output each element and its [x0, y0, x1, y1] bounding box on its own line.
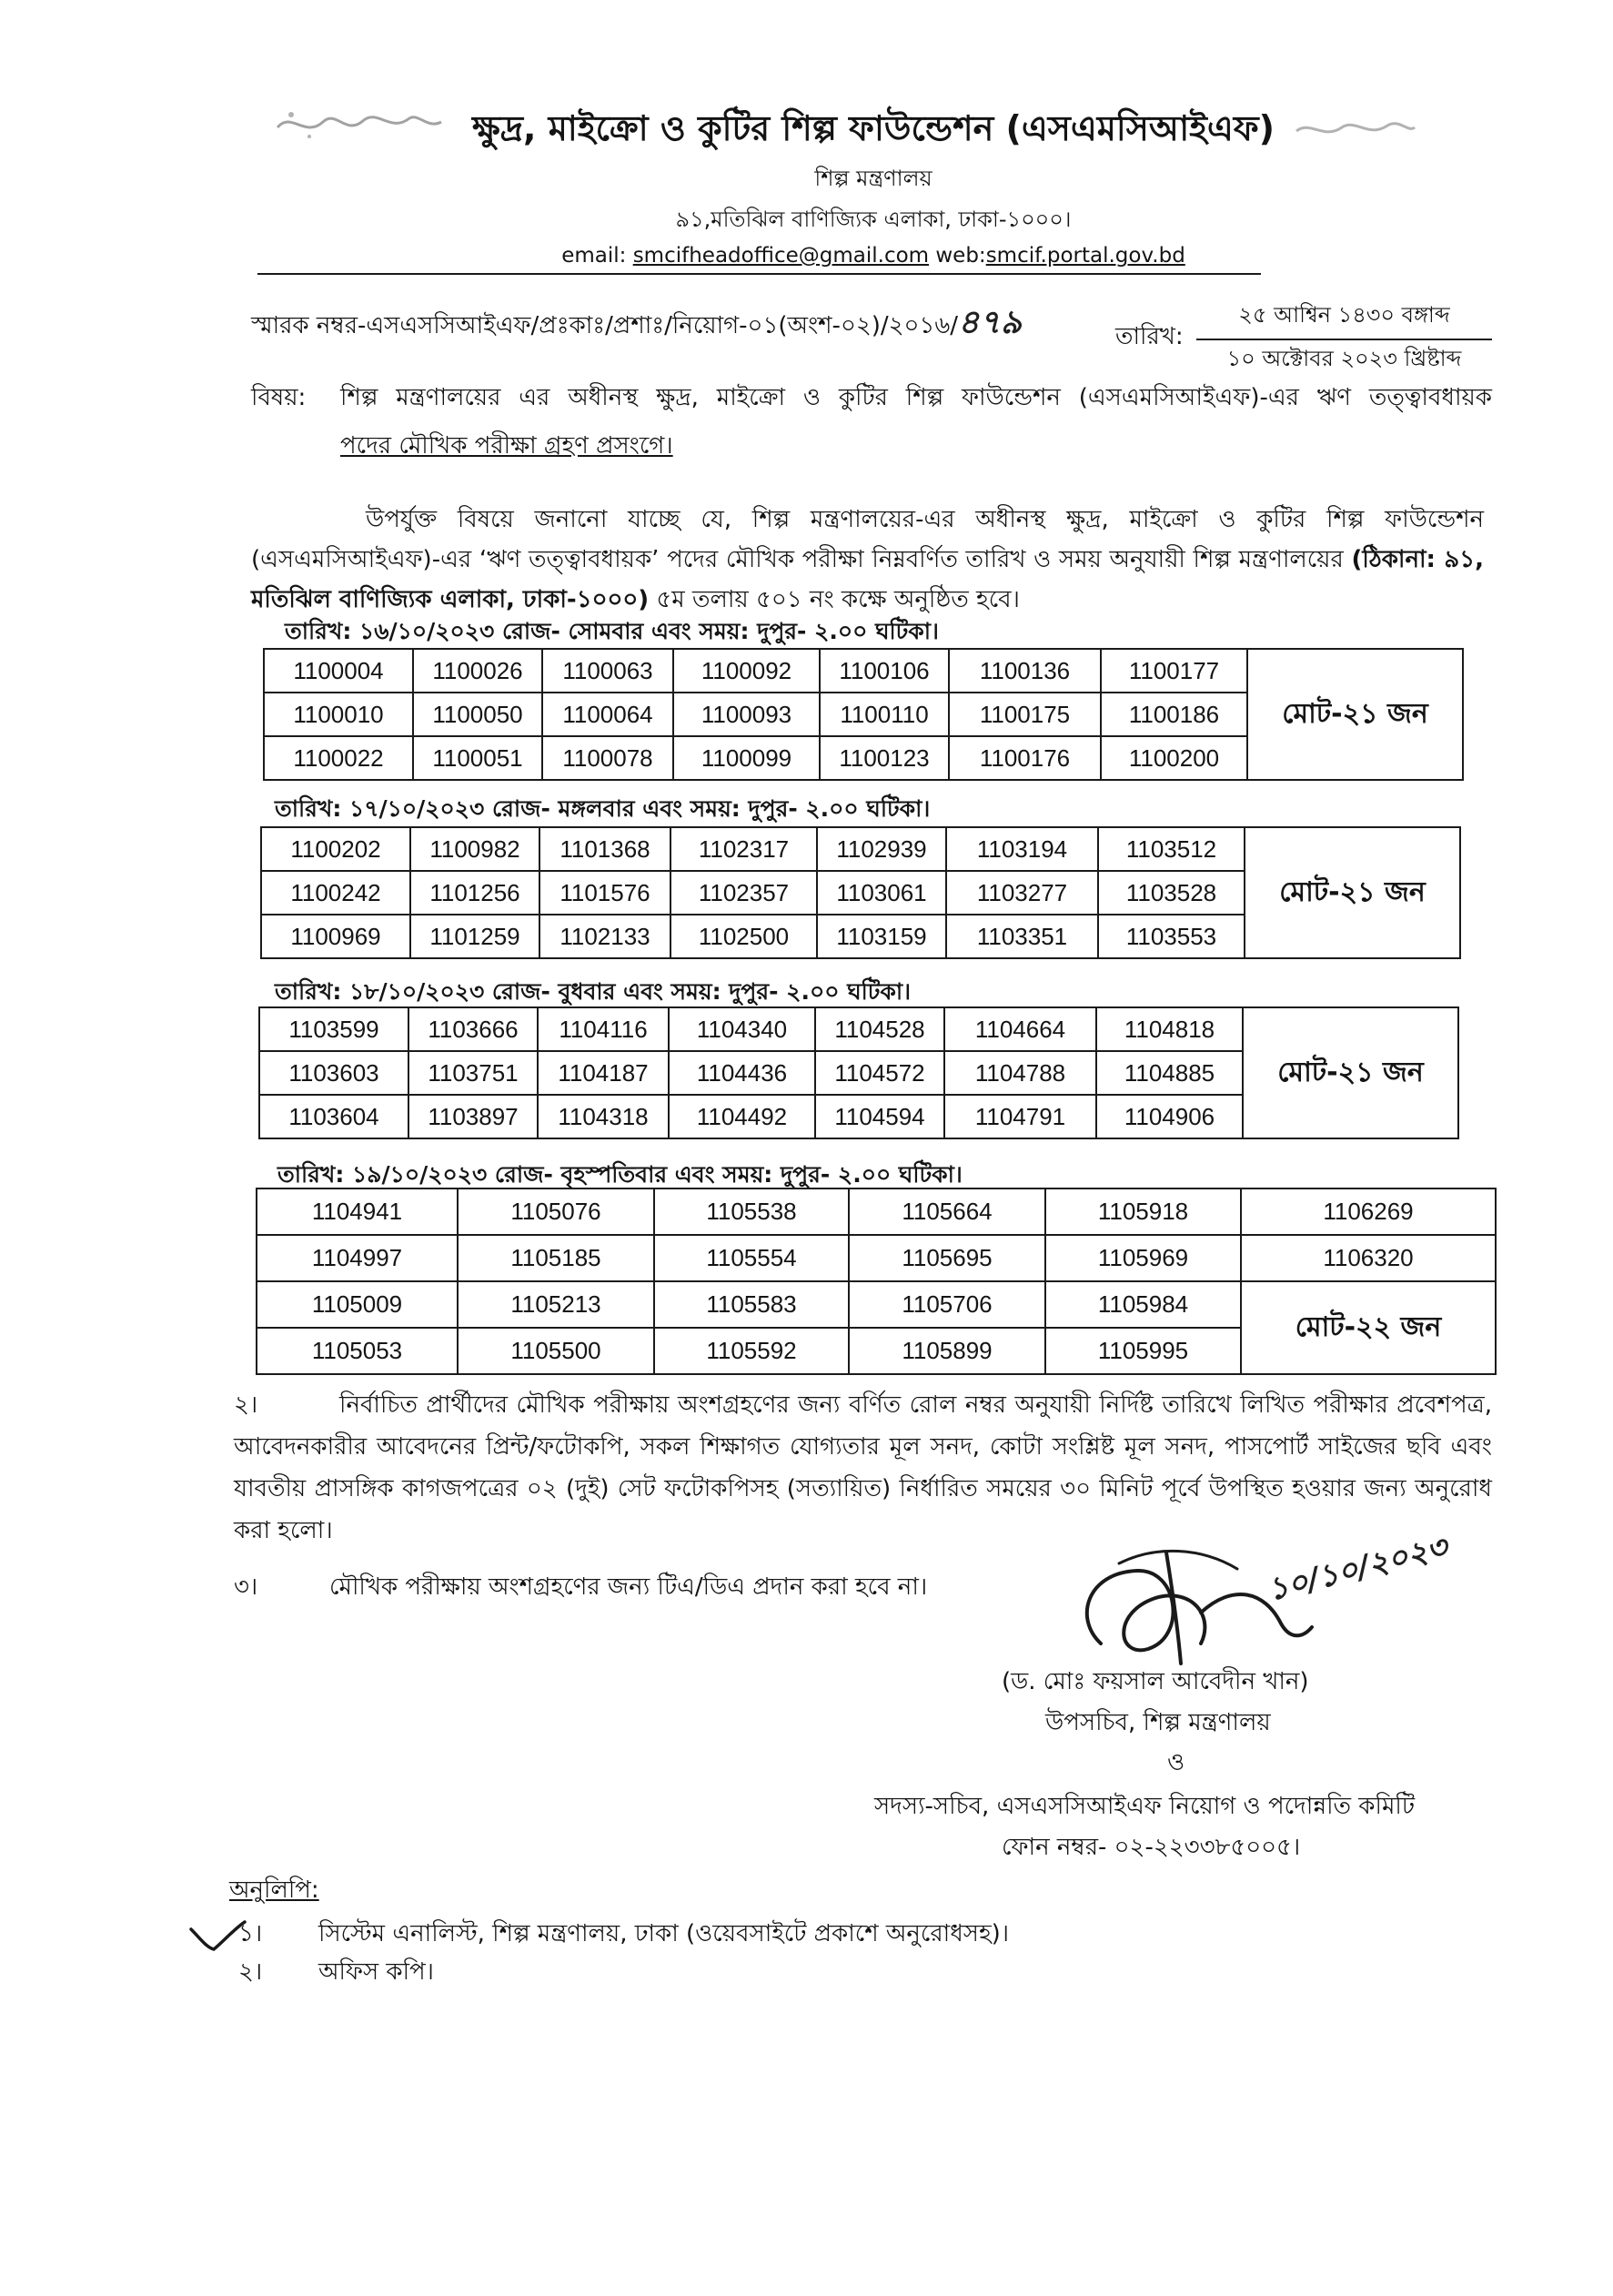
contact-line — [391, 239, 1356, 272]
signature-date: ১০/১০/২০২৩ — [1264, 1528, 1451, 1609]
table-row — [261, 827, 1460, 871]
roll-number: 1104885 — [1096, 1051, 1243, 1095]
instructions-text: নির্বাচিত প্রার্থীদের মৌখিক পরীক্ষায় অংশগ্রহণের জন্য বর্ণিত রোল নম্বর অনুযায়ী নির্দিষ্ট তারিখে লিখিত পরীক্ষার প্রবেশপত্র, আবেদনকারীর আবেদনের প্রিন্ট/ফটোকপি, সকল শিক্ষাগত যোগ্যতার মূল সনদ, কোটা সংশ্লিষ্ট মূল সনদ, পাসপোর্ট সাইজের ছবি এবং যাবতীয় প্রাসঙ্গিক কাগজপত্রের ০২ (দুই) সেট ফটোকপিসহ (সত্যায়িত) নির্ধারিত সময়ের ৩০ মিনিট পূর্বে উপস্থিত হওয়ার জন্য অনুরোধ করা হলো। — [234, 1391, 1492, 1544]
roll-number: 1105918 — [1045, 1188, 1241, 1235]
roll-number: 1100004 — [264, 649, 413, 693]
intro-text: উপর্যুক্ত বিষয়ে জনানো যাচ্ছে যে, শিল্প মন্ত্রণালয়ের-এর অধীনস্থ ক্ষুদ্র, মাইক্রো ও কুটির শিল্প ফাউন্ডেশন (এসএমসিআইএফ)-এর ‘ঋণ তত্ত্বাবধায়ক’ পদের মৌখিক পরীক্ষা নিম্নবর্ণিত তারিখ ও সময় অনুযায়ী শিল্প মন্ত্রণালয়ের — [251, 506, 1484, 573]
roll-number: 1100026 — [413, 649, 542, 693]
roll-number: 1106269 — [1241, 1188, 1496, 1235]
signatory-name: (ড. মোঃ ফয়সাল আবেদীন খান) — [1002, 1668, 1309, 1695]
schedule-heading-4: তারিখ: ১৯/১০/২০২৩ রোজ- বৃহস্পতিবার এবং সময়: দুপুর- ২.০০ ঘটিকা। — [277, 1161, 963, 1188]
roll-number: 1100106 — [820, 649, 949, 693]
subject-line-1: শিল্প মন্ত্রণালয়ের এর অধীনস্থ ক্ষুদ্র, মাইক্রো ও কুটির শিল্প ফাউন্ডেশন (এসএমসিআইএফ)-এর ঋণ তত্ত্বাবধায়ক — [340, 384, 1492, 411]
roll-number: 1103528 — [1098, 871, 1245, 915]
roll-number: 1104436 — [669, 1051, 815, 1095]
roll-number: 1103159 — [817, 915, 946, 958]
subject-line-2 — [340, 428, 1492, 464]
roll-number: 1104664 — [944, 1007, 1096, 1051]
ministry-name: শিল্প মন্ত্রণালয় — [814, 166, 933, 191]
roll-number: 1105592 — [654, 1328, 849, 1374]
roll-number: 1105899 — [849, 1328, 1045, 1374]
roll-number: 1102500 — [670, 915, 817, 958]
roll-number: 1104788 — [944, 1051, 1096, 1095]
schedule-table-4 — [256, 1188, 1497, 1375]
memo-number-line — [251, 304, 1097, 344]
signatory-phone: ফোন নম্বর- ০২-২২৩৩৮৫০০৫। — [1002, 1834, 1301, 1861]
roll-number: 1104791 — [944, 1095, 1096, 1138]
roll-number: 1105583 — [654, 1281, 849, 1328]
roll-number: 1102357 — [670, 871, 817, 915]
roll-number: 1100063 — [542, 649, 673, 693]
table-row — [257, 1281, 1496, 1328]
table-row — [264, 649, 1463, 693]
instructions-paragraph — [234, 1384, 1492, 1552]
roll-number: 1100242 — [261, 871, 410, 915]
paragraph-number: ২। — [234, 1391, 258, 1419]
subject-underlined-text: পদের মৌখিক পরীক্ষা গ্রহণ প্রসংগে। — [340, 432, 673, 460]
total-candidates: মোট-২১ জন — [1243, 1007, 1458, 1138]
letterhead — [391, 106, 1356, 151]
schedule-heading-1: তারিখ: ১৬/১০/২০২৩ রোজ- সোমবার এবং সময়: দুপুর- ২.০০ ঘটিকা। — [285, 618, 939, 644]
ta-da-paragraph — [234, 1569, 1144, 1605]
list-item-number: ১। — [238, 1920, 263, 1947]
roll-number: 1103194 — [946, 827, 1098, 871]
roll-number: 1104340 — [669, 1007, 815, 1051]
roll-number: 1103897 — [408, 1095, 538, 1138]
roll-number: 1100177 — [1101, 649, 1247, 693]
web-address: smcif.portal.gov.bd — [985, 244, 1185, 268]
roll-number: 1104997 — [257, 1235, 458, 1281]
roll-number: 1100022 — [264, 736, 413, 780]
signatory-conjunction: ও — [1167, 1749, 1185, 1776]
roll-number: 1104594 — [815, 1095, 944, 1138]
roll-number: 1105009 — [257, 1281, 458, 1328]
intro-paragraph — [251, 500, 1484, 620]
roll-number: 1105538 — [654, 1188, 849, 1235]
memo-number-handwritten: ৪৭৯ — [958, 303, 1023, 341]
roll-number: 1104906 — [1096, 1095, 1243, 1138]
roll-number: 1103603 — [259, 1051, 408, 1095]
roll-number: 1105995 — [1045, 1328, 1241, 1374]
roll-number: 1104941 — [257, 1188, 458, 1235]
roll-number: 1103553 — [1098, 915, 1245, 958]
roll-number: 1104116 — [538, 1007, 669, 1051]
roll-number: 1103666 — [408, 1007, 538, 1051]
venue-address: (ঠিকানা: ৯১, মতিঝিল বাণিজ্যিক এলাকা, ঢাকা-১০০০) — [251, 546, 1485, 613]
roll-number: 1100200 — [1101, 736, 1247, 780]
roll-number: 1100078 — [542, 736, 673, 780]
roll-number: 1100186 — [1101, 693, 1247, 736]
intro-text-end: ৫ম তলায় ৫০১ নং কক্ষে অনুষ্ঠিত হবে। — [649, 586, 1020, 613]
copy-to-heading: অনুলিপি: — [229, 1876, 319, 1904]
roll-number: 1100202 — [261, 827, 410, 871]
roll-number: 1100064 — [542, 693, 673, 736]
roll-number: 1100175 — [949, 693, 1101, 736]
roll-number: 1103512 — [1098, 827, 1245, 871]
schedule-table-2 — [260, 826, 1461, 959]
roll-number: 1104492 — [669, 1095, 815, 1138]
roll-number: 1106320 — [1241, 1235, 1496, 1281]
total-candidates: মোট-২২ জন — [1241, 1281, 1496, 1374]
roll-number: 1102133 — [539, 915, 670, 958]
paragraph-number: ৩। — [234, 1573, 258, 1601]
roll-number: 1103604 — [259, 1095, 408, 1138]
roll-number: 1100010 — [264, 693, 413, 736]
roll-number: 1105706 — [849, 1281, 1045, 1328]
signatory-role: সদস্য-সচিব, এসএসসিআইএফ নিয়োগ ও পদোন্নতি কমিটি — [874, 1793, 1415, 1820]
roll-number: 1101259 — [410, 915, 539, 958]
signatory-title: উপসচিব, শিল্প মন্ত্রণালয় — [1045, 1709, 1271, 1736]
web-label: web: — [935, 244, 986, 268]
roll-number: 1100136 — [949, 649, 1101, 693]
roll-number: 1104572 — [815, 1051, 944, 1095]
organization-name: ক্ষুদ্র, মাইক্রো ও কুটির শিল্প ফাউন্ডেশন (এসএমসিআইএফ) — [472, 108, 1275, 148]
roll-number: 1104528 — [815, 1007, 944, 1051]
roll-number: 1102317 — [670, 827, 817, 871]
list-item: অফিস কপি। — [318, 1958, 434, 1986]
total-candidates: মোট-২১ জন — [1247, 649, 1463, 780]
schedule-heading-3: তারিখ: ১৮/১০/২০২৩ রোজ- বুধবার এবং সময়: দুপুর- ২.০০ ঘটিকা। — [275, 978, 912, 1005]
roll-number: 1104818 — [1096, 1007, 1243, 1051]
list-item: সিস্টেম এনালিস্ট, শিল্প মন্ত্রণালয়, ঢাকা (ওয়েবসাইটে প্রকাশে অনুরোধসহ)। — [318, 1920, 1010, 1947]
date-english: ১০ অক্টোবর ২০২৩ খ্রিষ্টাব্দ — [1226, 346, 1462, 371]
office-address: ৯১,মতিঝিল বাণিজ্যিক এলাকা, ঢাকা-১০০০। — [675, 207, 1072, 232]
roll-number: 1100093 — [673, 693, 820, 736]
table-row — [257, 1188, 1496, 1235]
roll-number: 1105500 — [458, 1328, 654, 1374]
roll-number: 1102939 — [817, 827, 946, 871]
roll-number: 1104187 — [538, 1051, 669, 1095]
roll-number: 1105984 — [1045, 1281, 1241, 1328]
roll-number: 1100050 — [413, 693, 542, 736]
roll-number: 1100982 — [410, 827, 539, 871]
roll-number: 1101576 — [539, 871, 670, 915]
roll-number: 1103277 — [946, 871, 1098, 915]
email-address: smcifheadoffice@gmail.com — [632, 244, 930, 268]
email-label: email: — [561, 244, 627, 268]
schedule-table-1 — [263, 648, 1464, 781]
roll-number: 1100051 — [413, 736, 542, 780]
roll-number: 1100099 — [673, 736, 820, 780]
date-label: তারিখ: — [1115, 323, 1184, 350]
ta-da-text: মৌখিক পরীক্ষায় অংশগ্রহণের জন্য টিএ/ডিএ প্রদান করা হবে না। — [329, 1573, 928, 1601]
list-item-number: ২। — [238, 1958, 263, 1986]
subject-label: বিষয়: — [251, 384, 307, 411]
table-row — [259, 1007, 1458, 1051]
date-bangla: ২৫ আশ্বিন ১৪৩০ বঙ্গাব্দ — [1238, 302, 1450, 328]
roll-number: 1105969 — [1045, 1235, 1241, 1281]
schedule-table-3 — [258, 1006, 1459, 1139]
roll-number: 1105213 — [458, 1281, 654, 1328]
table-row — [257, 1235, 1496, 1281]
roll-number: 1105053 — [257, 1328, 458, 1374]
memo-number: স্মারক নম্বর-এসএসসিআইএফ/প্রঃকাঃ/প্রশাঃ/নিয়োগ-০১(অংশ-০২)/২০১৬/ — [251, 312, 959, 339]
roll-number: 1103751 — [408, 1051, 538, 1095]
roll-number: 1101368 — [539, 827, 670, 871]
roll-number: 1105185 — [458, 1235, 654, 1281]
roll-number: 1100176 — [949, 736, 1101, 780]
roll-number: 1100092 — [673, 649, 820, 693]
roll-number: 1100969 — [261, 915, 410, 958]
total-candidates: মোট-২১ জন — [1245, 827, 1460, 958]
roll-number: 1103061 — [817, 871, 946, 915]
roll-number: 1105695 — [849, 1235, 1045, 1281]
roll-number: 1103351 — [946, 915, 1098, 958]
roll-number: 1103599 — [259, 1007, 408, 1051]
roll-number: 1105664 — [849, 1188, 1045, 1235]
schedule-heading-2: তারিখ: ১৭/১০/২০২৩ রোজ- মঙ্গলবার এবং সময়: দুপুর- ২.০০ ঘটিকা। — [275, 795, 931, 822]
roll-number: 1100123 — [820, 736, 949, 780]
roll-number: 1104318 — [538, 1095, 669, 1138]
roll-number: 1101256 — [410, 871, 539, 915]
header-divider — [257, 273, 1261, 275]
roll-number: 1105554 — [654, 1235, 849, 1281]
roll-number: 1100110 — [820, 693, 949, 736]
roll-number: 1105076 — [458, 1188, 654, 1235]
